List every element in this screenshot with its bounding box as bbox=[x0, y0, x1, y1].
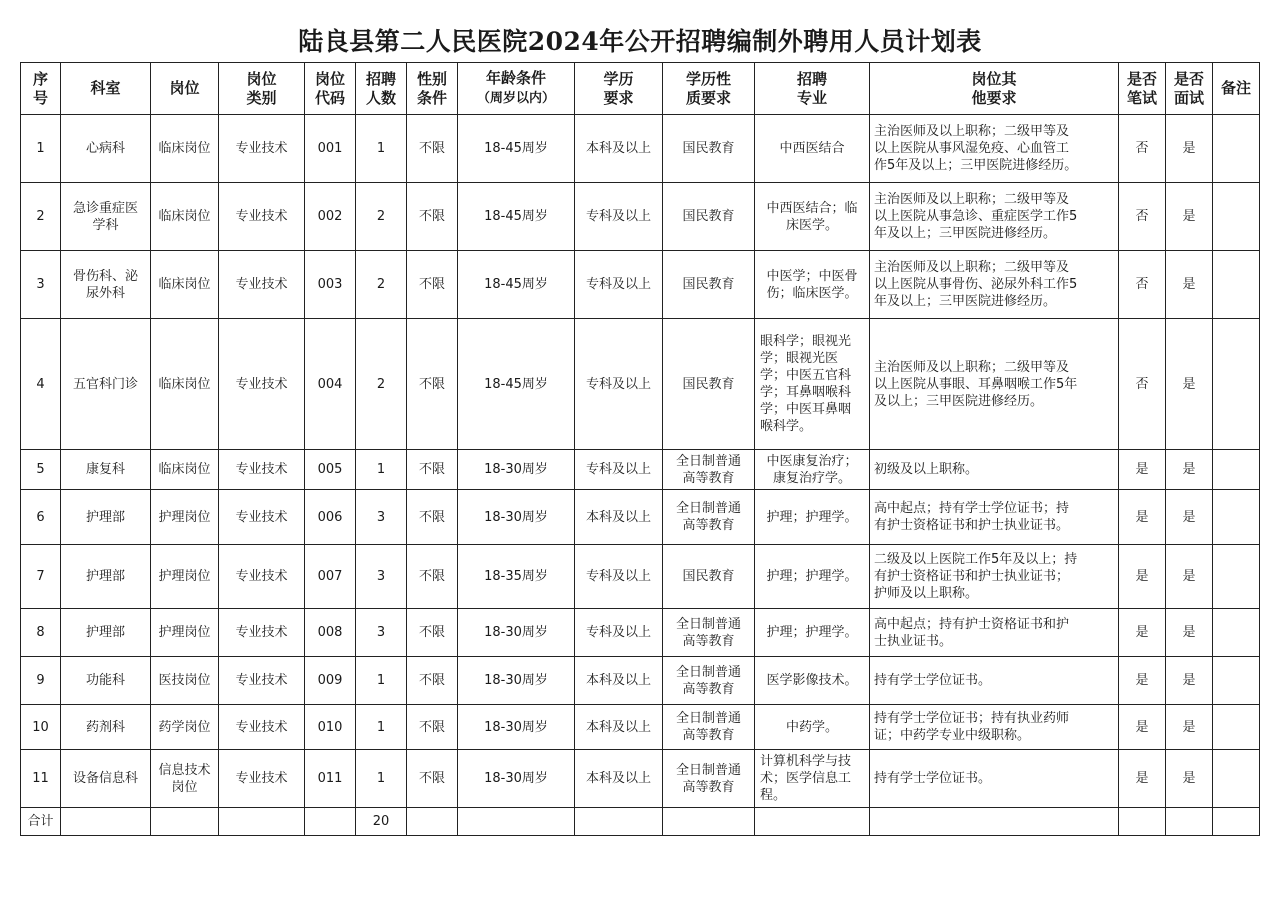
cell-age: 18-30周岁 bbox=[458, 609, 575, 657]
cell-age: 18-45周岁 bbox=[458, 115, 575, 183]
cell-other: 主治医师及以上职称；二级甲等及 以上医院从事骨伤、泌尿外科工作5 年及以上；三甲医院进修经历。 bbox=[870, 251, 1119, 319]
cell-major: 眼科学；眼视光 学；眼视光医 学；中医五官科 学；耳鼻咽喉科 学；中医耳鼻咽 喉科学。 bbox=[755, 319, 870, 450]
cell-major: 计算机科学与技 术；医学信息工 程。 bbox=[755, 750, 870, 808]
cell-interview: 是 bbox=[1166, 750, 1213, 808]
total-label: 合计 bbox=[21, 808, 61, 836]
cell-note bbox=[1213, 115, 1260, 183]
table-row bbox=[21, 657, 1260, 705]
cell-other: 持有学士学位证书；持有执业药师 证；中药学专业中级职称。 bbox=[870, 705, 1119, 750]
cell-post: 信息技术 岗位 bbox=[151, 750, 219, 808]
cell-count: 2 bbox=[356, 183, 407, 251]
cell-age: 18-30周岁 bbox=[458, 490, 575, 545]
cell-dept: 五官科门诊 bbox=[61, 319, 151, 450]
header-gender: 性别 条件 bbox=[407, 63, 458, 115]
cell-edu-type: 全日制普通 高等教育 bbox=[663, 490, 755, 545]
header-edu: 学历 要求 bbox=[575, 63, 663, 115]
header-count: 招聘 人数 bbox=[356, 63, 407, 115]
cell-edu-type: 全日制普通 高等教育 bbox=[663, 705, 755, 750]
cell-note bbox=[1213, 319, 1260, 450]
cell-code: 007 bbox=[305, 545, 356, 609]
cell-seq: 2 bbox=[21, 183, 61, 251]
cell-age: 18-45周岁 bbox=[458, 183, 575, 251]
cell-post: 药学岗位 bbox=[151, 705, 219, 750]
table-row bbox=[21, 319, 1260, 450]
cell-post: 临床岗位 bbox=[151, 251, 219, 319]
cell-note bbox=[1213, 490, 1260, 545]
cell-edu-type: 全日制普通 高等教育 bbox=[663, 657, 755, 705]
cell-dept: 骨伤科、泌 尿外科 bbox=[61, 251, 151, 319]
cell-gender: 不限 bbox=[407, 657, 458, 705]
header-note: 备注 bbox=[1213, 63, 1260, 115]
cell-edu: 专科及以上 bbox=[575, 251, 663, 319]
cell-dept: 护理部 bbox=[61, 545, 151, 609]
cell-edu-type: 国民教育 bbox=[663, 319, 755, 450]
cell-category: 专业技术 bbox=[219, 319, 305, 450]
header-written: 是否 笔试 bbox=[1119, 63, 1166, 115]
cell-count: 1 bbox=[356, 750, 407, 808]
cell-major: 中医康复治疗； 康复治疗学。 bbox=[755, 450, 870, 490]
cell-gender: 不限 bbox=[407, 183, 458, 251]
cell-edu: 专科及以上 bbox=[575, 450, 663, 490]
cell-edu-type: 全日制普通 高等教育 bbox=[663, 750, 755, 808]
cell-dept: 设备信息科 bbox=[61, 750, 151, 808]
cell-other: 二级及以上医院工作5年及以上；持 有护士资格证书和护士执业证书； 护师及以上职称。 bbox=[870, 545, 1119, 609]
cell-post: 护理岗位 bbox=[151, 545, 219, 609]
cell-note bbox=[1213, 183, 1260, 251]
cell-edu-type: 国民教育 bbox=[663, 545, 755, 609]
cell-code: 004 bbox=[305, 319, 356, 450]
cell-edu-type: 国民教育 bbox=[663, 115, 755, 183]
cell-count: 2 bbox=[356, 251, 407, 319]
cell-age: 18-30周岁 bbox=[458, 750, 575, 808]
cell-interview: 是 bbox=[1166, 251, 1213, 319]
cell-count: 3 bbox=[356, 490, 407, 545]
cell-edu-type: 国民教育 bbox=[663, 183, 755, 251]
cell-major: 护理；护理学。 bbox=[755, 545, 870, 609]
cell-edu: 专科及以上 bbox=[575, 319, 663, 450]
cell-count: 1 bbox=[356, 115, 407, 183]
cell-other: 主治医师及以上职称；二级甲等及 以上医院从事风湿免疫、心血管工 作5年及以上；三甲医院进修经历。 bbox=[870, 115, 1119, 183]
cell-seq: 6 bbox=[21, 490, 61, 545]
cell-interview: 是 bbox=[1166, 545, 1213, 609]
cell-major: 中西医结合；临 床医学。 bbox=[755, 183, 870, 251]
cell-gender: 不限 bbox=[407, 450, 458, 490]
cell-edu: 本科及以上 bbox=[575, 657, 663, 705]
cell-edu-type: 全日制普通 高等教育 bbox=[663, 609, 755, 657]
cell-code: 003 bbox=[305, 251, 356, 319]
cell-category: 专业技术 bbox=[219, 183, 305, 251]
cell-written: 是 bbox=[1119, 545, 1166, 609]
cell-edu: 专科及以上 bbox=[575, 183, 663, 251]
cell-other: 高中起点；持有学士学位证书；持 有护士资格证书和护士执业证书。 bbox=[870, 490, 1119, 545]
header-code: 岗位 代码 bbox=[305, 63, 356, 115]
cell-major: 护理；护理学。 bbox=[755, 490, 870, 545]
cell-age: 18-45周岁 bbox=[458, 251, 575, 319]
cell-written: 是 bbox=[1119, 609, 1166, 657]
cell-gender: 不限 bbox=[407, 319, 458, 450]
cell-code: 011 bbox=[305, 750, 356, 808]
cell-category: 专业技术 bbox=[219, 705, 305, 750]
header-dept: 科室 bbox=[61, 63, 151, 115]
cell-count: 1 bbox=[356, 657, 407, 705]
table-row bbox=[21, 115, 1260, 183]
cell-interview: 是 bbox=[1166, 183, 1213, 251]
cell-dept: 心病科 bbox=[61, 115, 151, 183]
cell-other: 主治医师及以上职称；二级甲等及 以上医院从事急诊、重症医学工作5 年及以上；三甲医院进修经历。 bbox=[870, 183, 1119, 251]
cell-written: 否 bbox=[1119, 251, 1166, 319]
cell-written: 否 bbox=[1119, 115, 1166, 183]
table-row bbox=[21, 251, 1260, 319]
cell-gender: 不限 bbox=[407, 609, 458, 657]
cell-age: 18-30周岁 bbox=[458, 705, 575, 750]
cell-count: 3 bbox=[356, 545, 407, 609]
cell-post: 临床岗位 bbox=[151, 183, 219, 251]
cell-gender: 不限 bbox=[407, 545, 458, 609]
header-post: 岗位 bbox=[151, 63, 219, 115]
cell-written: 否 bbox=[1119, 183, 1166, 251]
table-row bbox=[21, 705, 1260, 750]
cell-age: 18-30周岁 bbox=[458, 657, 575, 705]
table-row bbox=[21, 545, 1260, 609]
total-row bbox=[21, 808, 1260, 836]
cell-dept: 功能科 bbox=[61, 657, 151, 705]
cell-written: 是 bbox=[1119, 450, 1166, 490]
cell-major: 医学影像技术。 bbox=[755, 657, 870, 705]
table-row bbox=[21, 450, 1260, 490]
cell-code: 001 bbox=[305, 115, 356, 183]
cell-interview: 是 bbox=[1166, 115, 1213, 183]
cell-interview: 是 bbox=[1166, 319, 1213, 450]
cell-age: 18-35周岁 bbox=[458, 545, 575, 609]
total-count: 20 bbox=[356, 808, 407, 836]
cell-seq: 5 bbox=[21, 450, 61, 490]
cell-category: 专业技术 bbox=[219, 657, 305, 705]
cell-edu: 本科及以上 bbox=[575, 115, 663, 183]
cell-dept: 急诊重症医 学科 bbox=[61, 183, 151, 251]
cell-code: 008 bbox=[305, 609, 356, 657]
cell-edu: 本科及以上 bbox=[575, 750, 663, 808]
cell-category: 专业技术 bbox=[219, 545, 305, 609]
cell-other: 主治医师及以上职称；二级甲等及 以上医院从事眼、耳鼻咽喉工作5年 及以上；三甲医院进修经历。 bbox=[870, 319, 1119, 450]
cell-interview: 是 bbox=[1166, 657, 1213, 705]
cell-post: 护理岗位 bbox=[151, 490, 219, 545]
cell-other: 持有学士学位证书。 bbox=[870, 750, 1119, 808]
cell-category: 专业技术 bbox=[219, 609, 305, 657]
cell-gender: 不限 bbox=[407, 750, 458, 808]
cell-count: 1 bbox=[356, 705, 407, 750]
cell-edu: 专科及以上 bbox=[575, 545, 663, 609]
header-other: 岗位其 他要求 bbox=[870, 63, 1119, 115]
cell-gender: 不限 bbox=[407, 490, 458, 545]
header-age: 年龄条件 （周岁以内） bbox=[458, 63, 575, 115]
cell-gender: 不限 bbox=[407, 705, 458, 750]
cell-seq: 7 bbox=[21, 545, 61, 609]
cell-seq: 9 bbox=[21, 657, 61, 705]
cell-category: 专业技术 bbox=[219, 450, 305, 490]
cell-dept: 康复科 bbox=[61, 450, 151, 490]
cell-note bbox=[1213, 251, 1260, 319]
cell-dept: 护理部 bbox=[61, 490, 151, 545]
cell-edu-type: 国民教育 bbox=[663, 251, 755, 319]
cell-post: 临床岗位 bbox=[151, 115, 219, 183]
page-title: 陆良县第二人民医院2024年公开招聘编制外聘用人员计划表 bbox=[298, 27, 982, 56]
cell-major: 中药学。 bbox=[755, 705, 870, 750]
table-row bbox=[21, 183, 1260, 251]
cell-age: 18-30周岁 bbox=[458, 450, 575, 490]
cell-post: 临床岗位 bbox=[151, 319, 219, 450]
cell-edu: 专科及以上 bbox=[575, 609, 663, 657]
cell-major: 护理；护理学。 bbox=[755, 609, 870, 657]
table-row bbox=[21, 490, 1260, 545]
cell-seq: 10 bbox=[21, 705, 61, 750]
cell-code: 002 bbox=[305, 183, 356, 251]
cell-major: 中医学；中医骨 伤；临床医学。 bbox=[755, 251, 870, 319]
cell-written: 是 bbox=[1119, 490, 1166, 545]
cell-interview: 是 bbox=[1166, 609, 1213, 657]
table-header bbox=[21, 63, 1260, 115]
cell-written: 是 bbox=[1119, 657, 1166, 705]
cell-note bbox=[1213, 450, 1260, 490]
cell-interview: 是 bbox=[1166, 705, 1213, 750]
cell-written: 是 bbox=[1119, 750, 1166, 808]
cell-seq: 8 bbox=[21, 609, 61, 657]
cell-count: 3 bbox=[356, 609, 407, 657]
cell-dept: 药剂科 bbox=[61, 705, 151, 750]
cell-edu: 本科及以上 bbox=[575, 705, 663, 750]
cell-code: 006 bbox=[305, 490, 356, 545]
cell-age: 18-45周岁 bbox=[458, 319, 575, 450]
cell-note bbox=[1213, 545, 1260, 609]
cell-interview: 是 bbox=[1166, 450, 1213, 490]
cell-dept: 护理部 bbox=[61, 609, 151, 657]
cell-written: 否 bbox=[1119, 319, 1166, 450]
cell-written: 是 bbox=[1119, 705, 1166, 750]
table-row bbox=[21, 750, 1260, 808]
cell-other: 持有学士学位证书。 bbox=[870, 657, 1119, 705]
table-row bbox=[21, 609, 1260, 657]
cell-post: 医技岗位 bbox=[151, 657, 219, 705]
header-edu-type: 学历性 质要求 bbox=[663, 63, 755, 115]
recruitment-table bbox=[20, 62, 1260, 836]
cell-edu: 本科及以上 bbox=[575, 490, 663, 545]
cell-code: 010 bbox=[305, 705, 356, 750]
cell-code: 005 bbox=[305, 450, 356, 490]
cell-category: 专业技术 bbox=[219, 490, 305, 545]
cell-category: 专业技术 bbox=[219, 251, 305, 319]
cell-note bbox=[1213, 705, 1260, 750]
cell-code: 009 bbox=[305, 657, 356, 705]
cell-category: 专业技术 bbox=[219, 750, 305, 808]
header-interview: 是否 面试 bbox=[1166, 63, 1213, 115]
cell-category: 专业技术 bbox=[219, 115, 305, 183]
table-body bbox=[21, 115, 1260, 808]
cell-seq: 11 bbox=[21, 750, 61, 808]
cell-gender: 不限 bbox=[407, 115, 458, 183]
header-seq: 序 号 bbox=[21, 63, 61, 115]
cell-seq: 4 bbox=[21, 319, 61, 450]
cell-note bbox=[1213, 609, 1260, 657]
cell-interview: 是 bbox=[1166, 490, 1213, 545]
cell-other: 初级及以上职称。 bbox=[870, 450, 1119, 490]
cell-post: 护理岗位 bbox=[151, 609, 219, 657]
cell-other: 高中起点；持有护士资格证书和护 士执业证书。 bbox=[870, 609, 1119, 657]
cell-major: 中西医结合 bbox=[755, 115, 870, 183]
cell-edu-type: 全日制普通 高等教育 bbox=[663, 450, 755, 490]
cell-count: 2 bbox=[356, 319, 407, 450]
cell-post: 临床岗位 bbox=[151, 450, 219, 490]
header-category: 岗位 类别 bbox=[219, 63, 305, 115]
cell-gender: 不限 bbox=[407, 251, 458, 319]
cell-note bbox=[1213, 750, 1260, 808]
cell-count: 1 bbox=[356, 450, 407, 490]
cell-note bbox=[1213, 657, 1260, 705]
cell-seq: 3 bbox=[21, 251, 61, 319]
header-major: 招聘 专业 bbox=[755, 63, 870, 115]
cell-seq: 1 bbox=[21, 115, 61, 183]
